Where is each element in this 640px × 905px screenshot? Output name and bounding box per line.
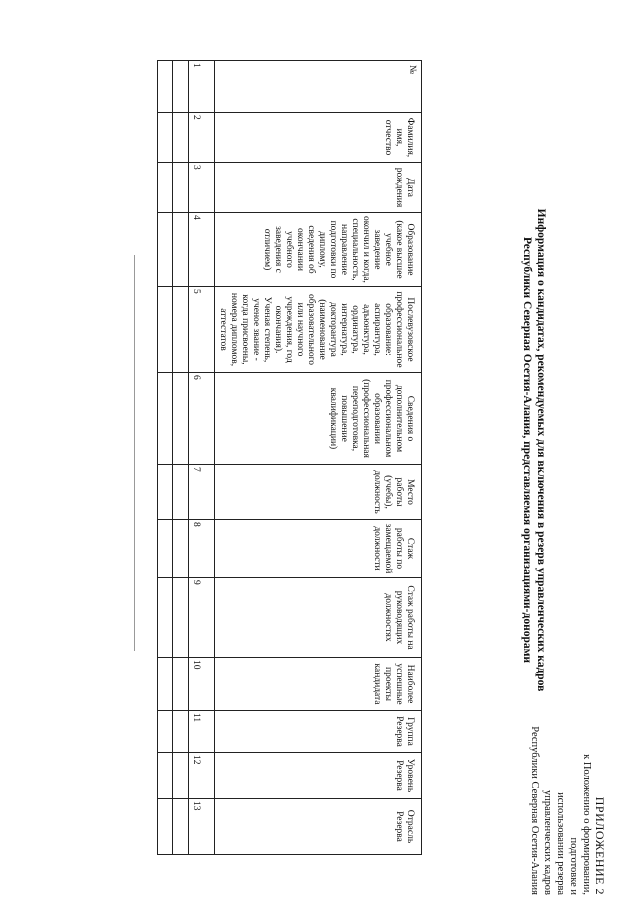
empty-cell	[158, 578, 173, 658]
column-number: 2	[189, 113, 215, 163]
empty-cell	[173, 213, 189, 287]
empty-cell	[158, 213, 173, 287]
empty-cell	[158, 520, 173, 578]
column-number: 9	[189, 578, 215, 658]
empty-cell	[173, 61, 189, 113]
header-cell-position-tenure: Стаж работы по замещаемой должности	[215, 520, 422, 578]
empty-cell	[158, 799, 173, 855]
document-heading	[520, 150, 548, 750]
empty-cell	[173, 373, 189, 465]
table-row	[158, 61, 173, 855]
empty-cell	[173, 465, 189, 520]
empty-cell	[158, 287, 173, 373]
header-cell-postgraduate: Послевузовское профессиональное образование: аспирантура, адъюнктура, ординатура, интернатура, докторантура (наименование образовательного или научного учреждения, год окончания). Ученая степень, ученое звание - когда присвоены, номера дипломов, аттестатов	[215, 287, 422, 373]
column-number: 10	[189, 658, 215, 711]
column-number: 3	[189, 163, 215, 213]
header-row	[215, 61, 422, 855]
header-cell-workplace: Место работы (учебы), должность	[215, 465, 422, 520]
empty-cell	[173, 578, 189, 658]
candidates-table	[157, 60, 422, 855]
empty-cell	[158, 465, 173, 520]
empty-cell	[158, 113, 173, 163]
empty-cell	[158, 711, 173, 753]
header-cell-education: Образование (какое высшее учебное заведение окончил и когда, специальность, направление подготовки по диплому, сведения об окончании учебного заведения с отличием)	[215, 213, 422, 287]
column-number: 12	[189, 753, 215, 799]
header-cell-additional-education: Сведения о дополнительном профессиональном образовании (профессиональная переподготовка, повышение квалификации)	[215, 373, 422, 465]
header-cell-name: Фамилия, имя, отчество	[215, 113, 422, 163]
header-cell-number: №	[215, 61, 422, 113]
empty-cell	[158, 61, 173, 113]
empty-cell	[158, 753, 173, 799]
empty-cell	[173, 711, 189, 753]
empty-cell	[173, 163, 189, 213]
empty-cell	[173, 753, 189, 799]
empty-cell	[173, 520, 189, 578]
heading-line-1: Информация о кандидатах, рекомендуемых для включения в резерв управленческих кадров	[535, 208, 547, 692]
heading-line-2: Республики Северная Осетия-Алания, представляемая организациями-донорами	[521, 236, 533, 664]
empty-cell	[158, 658, 173, 711]
header-cell-birthdate: Дата рождения	[215, 163, 422, 213]
appendix-line: к Положению о формировании, подготовке и	[568, 754, 592, 895]
empty-cell	[173, 287, 189, 373]
column-number: 11	[189, 711, 215, 753]
empty-cell	[173, 658, 189, 711]
appendix-title: ПРИЛОЖЕНИЕ 2	[593, 796, 607, 895]
column-number: 13	[189, 799, 215, 855]
empty-cell	[158, 373, 173, 465]
column-number: 7	[189, 465, 215, 520]
column-number: 5	[189, 287, 215, 373]
empty-cell	[173, 799, 189, 855]
column-number: 6	[189, 373, 215, 465]
appendix-line: Республики Северная Осетия-Алания	[529, 726, 540, 895]
column-number: 4	[189, 213, 215, 287]
header-cell-management-tenure: Стаж работы на руководящих должностях	[215, 578, 422, 658]
header-cell-projects: Наиболее успешные проекты кандидата	[215, 658, 422, 711]
header-cell-reserve-branch: Отрасль Резерва	[215, 799, 422, 855]
column-number-row	[189, 61, 215, 855]
empty-cell	[158, 163, 173, 213]
column-number: 1	[189, 61, 215, 113]
column-number: 8	[189, 520, 215, 578]
empty-cell	[173, 113, 189, 163]
header-cell-reserve-group: Группа Резерва	[215, 711, 422, 753]
margin-line	[134, 255, 135, 651]
header-cell-reserve-level: Уровень Резерва	[215, 753, 422, 799]
appendix-line: использовании резерва управленческих кадров	[542, 790, 566, 895]
table-row	[173, 61, 189, 855]
